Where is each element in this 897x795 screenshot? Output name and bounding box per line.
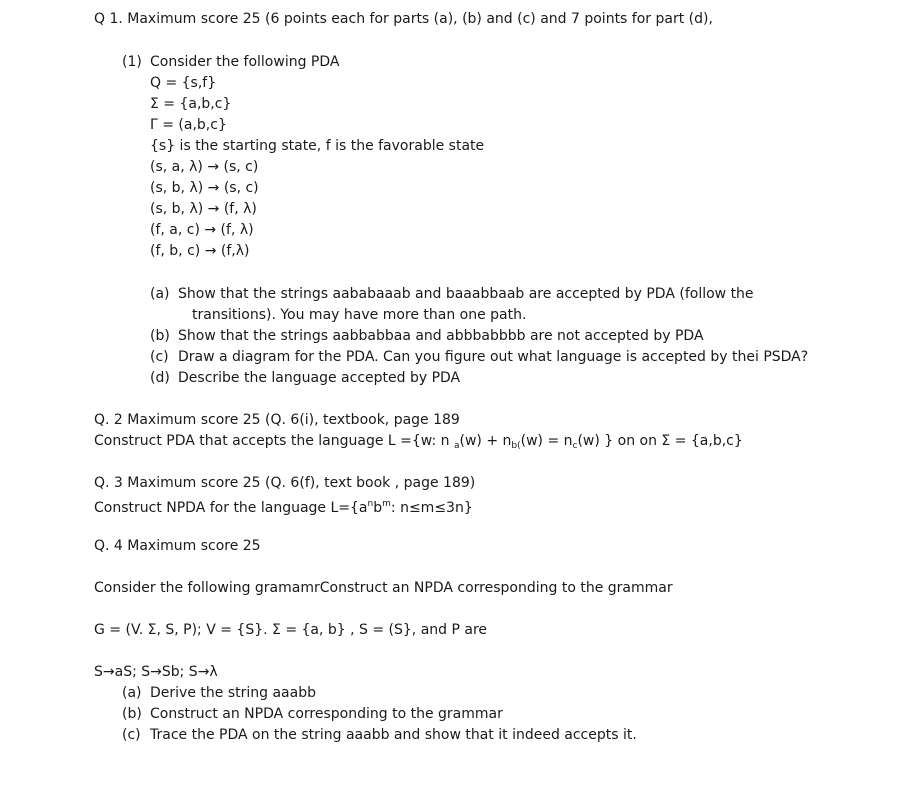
q3-text: b [373,500,383,516]
q4-task-label: (c) [122,727,141,743]
q4-task-label: (b) [122,706,142,722]
q3-body [94,495,473,517]
q4-heading: Q. 4 Maximum score 25 [94,538,261,554]
q2-subscript: a [453,441,460,451]
q4-intro: Consider the following gramamrConstruct an NPDA corresponding to the grammar [94,580,673,596]
q1-task-c: Draw a diagram for the PDA. Can you figure out what language is accepted by thei PSDA? [178,349,809,365]
q2-text: (w) = n [520,433,573,449]
q3-text: : n≤m≤3n} [390,500,473,516]
pda-stack-alphabet: Γ = (a,b,c} [150,117,227,133]
q4-task-a: Derive the string aaabb [150,685,316,701]
q1-intro: Consider the following PDA [150,54,340,70]
q2-text: Construct PDA that accepts the language L ={w: n [94,433,454,449]
q2-text: (w) + n [459,433,512,449]
q1-task-a: Show that the strings aababaaab and baaabbaab are accepted by PDA (follow the [178,286,754,302]
q2-subscript: b( [511,441,521,451]
q3-superscript: m [382,499,391,509]
q1-task-label: (c) [150,349,169,365]
pda-transition: (f, a, c) → (f, λ) [150,222,254,238]
q4-productions: S→aS; S→Sb; S→λ [94,664,218,680]
q4-task-label: (a) [122,685,142,701]
q2-heading: Q. 2 Maximum score 25 (Q. 6(i), textbook, page 189 [94,412,460,428]
pda-input-alphabet: Σ = {a,b,c} [150,96,232,112]
q3-superscript: n [367,499,374,509]
q1-task-d: Describe the language accepted by PDA [178,370,461,386]
q4-task-b: Construct an NPDA corresponding to the grammar [150,706,503,722]
q2-body [94,432,743,455]
q4-task-c: Trace the PDA on the string aaabb and show that it indeed accepts it. [150,727,637,743]
pda-transition: (f, b, c) → (f,λ) [150,243,250,259]
q1-task-b: Show that the strings aabbabbaa and abbbabbbb are not accepted by PDA [178,328,704,344]
pda-transition: (s, b, λ) → (s, c) [150,180,259,196]
q2-text: (w) } on on Σ = {a,b,c} [577,433,743,449]
pda-start-final: {s} is the starting state, f is the favorable state [150,138,485,154]
q3-text: Construct NPDA for the language L={a [94,500,368,516]
q4-grammar-definition: G = (V. Σ, S, P); V = {S}. Σ = {a, b} , S = (S}, and P are [94,622,488,638]
q1-part-label: (1) [122,54,142,70]
q1-task-label: (b) [150,328,170,344]
q1-task-label: (d) [150,370,170,386]
pda-transition: (s, a, λ) → (s, c) [150,159,259,175]
pda-transition: (s, b, λ) → (f, λ) [150,201,257,217]
q1-heading: Q 1. Maximum score 25 (6 points each for parts (a), (b) and (c) and 7 points for part (d), [94,11,713,27]
q1-task-a-continuation: transitions). You may have more than one path. [192,307,527,323]
pda-states: Q = {s,f} [150,75,217,91]
q3-heading: Q. 3 Maximum score 25 (Q. 6(f), text book , page 189) [94,475,476,491]
q2-subscript: c [572,441,578,451]
q1-task-label: (a) [150,286,170,302]
